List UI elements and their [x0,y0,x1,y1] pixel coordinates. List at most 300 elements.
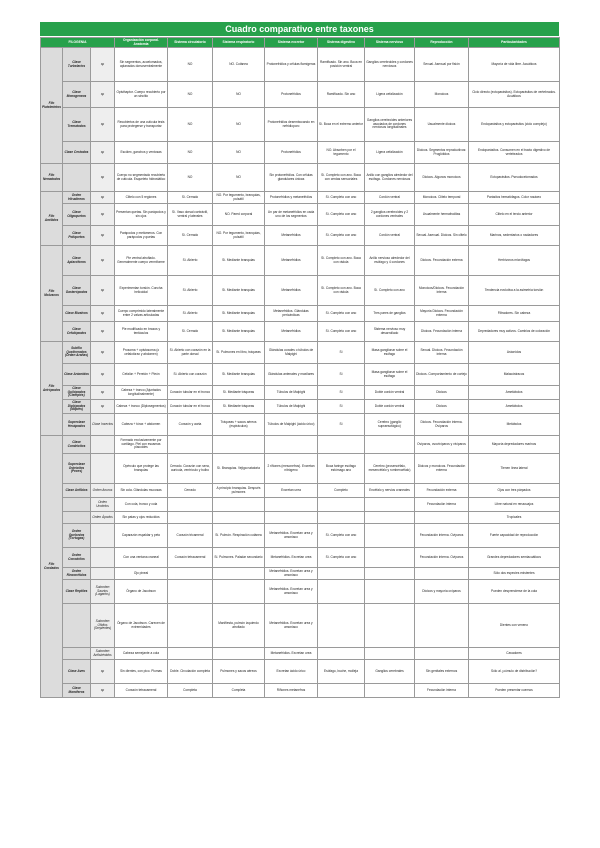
data-cell: Sin patas y ojos reducidos [115,512,168,524]
data-cell: Boca faringe esófago estómago ano [318,454,365,484]
taxon-cell: Clase Oligoquetos [63,204,91,226]
data-cell: NO [168,82,213,108]
header-cell: Reproducción [415,38,469,48]
data-cell [365,436,415,454]
data-cell: Mayoría Dioicos. Fecundación externa [415,306,469,322]
data-cell: Metábolos [469,414,560,436]
data-cell: Cuerpo comprimido lateralmente entre 2 valvas articuladas [115,306,168,322]
data-cell: Corazón tubular en el tronco [168,400,213,414]
data-cell: Sí. Abierto [168,246,213,276]
data-cell [265,436,318,454]
data-cell [213,580,265,604]
data-cell: Doble cordón ventral [365,400,415,414]
data-cell: Sí. Abierto [168,306,213,322]
table-row [41,400,560,414]
data-cell: Glándulas coxales o túbulos de Malpighi [265,342,318,364]
data-cell: Dioicos y monoicos. Fecundación externa [415,454,469,484]
data-cell: Dioicos. Fecundación interna [415,322,469,342]
taxon-cell: Clase Poliquetos [63,226,91,246]
taxon-cell: Clase Anfibios [63,484,91,498]
species-cell: sp [91,48,115,82]
data-cell: Sí. Completo con ano. Boca con rádula [318,276,365,306]
data-cell [365,684,415,698]
data-cell [265,498,318,512]
data-cell: Pueden desprenderse de la cola [469,580,560,604]
taxon-cell: Clase Trematodos [63,108,91,142]
data-cell: Sí. Cerrado [168,226,213,246]
data-cell: Cabeza semejante a cola [115,648,168,660]
taxon-cell: Clase Gasterópodos [63,276,91,306]
header-cell: Sistema excretor [265,38,318,48]
data-cell [365,648,415,660]
data-cell: Ligera cefalización [365,82,415,108]
data-cell: Tráqueas + sacos aéreos (espiráculos) [213,414,265,436]
taxon-cell: Subfilo Quelicerados (Orden Arañas) [63,342,91,364]
table-row [41,204,560,226]
species-cell: Clase Insectos [91,414,115,436]
table-row [41,568,560,580]
data-cell [213,568,265,580]
data-cell: Con una ventana craneal [115,548,168,568]
data-cell: Dientes con veneno [469,604,560,648]
data-cell [318,436,365,454]
data-cell: Formado exclusivamente por cartílago. Piel con escamas placoides [115,436,168,454]
data-cell [318,648,365,660]
table-row [41,454,560,484]
data-cell: Protonefridios desembocando en nefridioporo [265,108,318,142]
data-cell: Pulmones y sacos aéreos [213,660,265,684]
data-cell: Clitelo con 5 regiones [115,192,168,204]
data-cell: Sí. Mediante branquias [213,276,265,306]
data-cell: Dioicos. Fecundación interna. Ovíparos [415,414,469,436]
table-row [41,414,560,436]
species-cell: sp [91,364,115,386]
data-cell: Fecundación interna. Ovíparos [415,548,469,568]
data-cell: Sí. Branquias. Vejiga natatoria [213,454,265,484]
data-cell [365,548,415,568]
data-cell: Metanefridios. Glándulas pericárdicas [265,306,318,322]
data-cell [168,648,213,660]
data-cell: Dioicos [415,386,469,400]
data-cell: NO [168,142,213,164]
data-cell: Fuerte capacidad de reproducción [469,524,560,548]
data-cell [318,498,365,512]
data-cell: Encéfalo y nervios craneales [365,484,415,498]
phylum-cell: Filo Nematodos [41,164,63,192]
data-cell: Sí. Pulmones en libro, tráqueas [213,342,265,364]
header-cell: Particularidades [469,38,560,48]
taxon-cell: Clase Cefalópodos [63,322,91,342]
data-cell: Libre natural en renacuajos [469,498,560,512]
species-cell: sp [91,306,115,322]
data-cell: Dioicos y mayoría ovíparos [415,580,469,604]
data-cell: Dioicos. Segmentos reproductivos: Proglótidos [415,142,469,164]
data-cell: Cerrado [168,484,213,498]
species-cell [91,524,115,548]
data-cell: Sí. Abierto con corazón en la parte dorsal [168,342,213,364]
data-cell: Protonefridios [265,82,318,108]
data-cell: Sí. Completo con ano. Boca con rádula [318,246,365,276]
data-cell: Ametábolos [469,386,560,400]
table-row [41,276,560,306]
data-cell: Ojo pineal [115,568,168,580]
table-row [41,306,560,322]
table-row [41,604,560,648]
data-cell [415,648,469,660]
data-cell: Filtradores. Sin cabeza [469,306,560,322]
data-cell: Cuerpo no segmentado recubierto de cutícula. Esqueleto hidrostático [115,164,168,192]
data-cell: NO. Absorben por el tegumento [318,142,365,164]
data-cell: Escólex, ganchos y ventosas [115,142,168,164]
data-cell: Sí. Completo con ano [318,524,365,548]
data-cell: Corazón tetracameral [168,548,213,568]
data-cell: Fecundación interna. Ovíparos [415,524,469,548]
data-cell: Clitelo en el tercio anterior [469,204,560,226]
data-cell: Dioicos. Comportamiento de cortejo [415,364,469,386]
data-cell: Metanefridios [265,226,318,246]
species-cell [91,436,115,454]
data-cell: Pie ventral atrofiado. Generalmente cuerpo vermiforme [115,246,168,276]
data-cell: Cordón ventral [365,192,415,204]
data-cell: Pueden presentar cuernos [469,684,560,698]
data-cell: Doble cordón ventral [365,386,415,400]
data-cell: Sistema nervioso muy desarrollado [365,322,415,342]
species-cell [91,568,115,580]
data-cell: Sí. Completo con ano [318,192,365,204]
data-cell [318,604,365,648]
data-cell [168,436,213,454]
data-cell: Cabeza + tronco (Ajuntados longitudinalmente) [115,386,168,400]
data-cell: Metanefridios. Excretan urea [265,548,318,568]
taxon-cell: Superclase Hexápodos [63,414,91,436]
data-cell: Metanefridios. Excretan urea [265,648,318,660]
data-cell: Sí. Vaso dorsal contráctil, ventral y laterales [168,204,213,226]
data-cell: Ovíparos, ovovivíparos y vivíparos [415,436,469,454]
data-cell: NO. Por tegumento, branquias, pulsátil [213,192,265,204]
data-cell: Ganglios cerebrales [365,660,415,684]
data-cell: Sí. Mediante branquias [213,364,265,386]
data-cell: Sin segmentos, acoelomados, aplanados dorsoventralmente [115,48,168,82]
table-row [41,484,560,498]
data-cell: 2 riñones (mesonefros). Excretan nitrógeno [265,454,318,484]
header-cell: Sistema respiratorio [213,38,265,48]
data-cell: Protonefridios y metanefridios [265,192,318,204]
data-cell: Sí. Mediante branquias [213,322,265,342]
data-cell: Sí. Completo con ano [318,322,365,342]
header-cell: Sistema nervioso [365,38,415,48]
table-row [41,108,560,142]
data-cell: Sí. Completo con ano [318,226,365,246]
taxon-cell: Clase Arácnidos [63,364,91,386]
data-cell: Sí. Completo con ano [318,204,365,226]
taxon-cell: Clase Reptiles [63,580,91,604]
data-cell: NO [213,164,265,192]
species-cell: Orden Anuros [91,484,115,498]
data-cell: Sí. Completo con ano. Boca con cerdas sensoriales [318,164,365,192]
data-cell: Depredadores muy activos. Cambios de coloración [469,322,560,342]
data-cell: Metanefridios. Excretan urea y amoniaco [265,580,318,604]
data-cell: Sí. Completo con ano [318,548,365,568]
species-cell: sp [91,276,115,306]
data-cell: Tienen línea lateral [469,454,560,484]
data-cell: Un par de metanefridios en cada uno de los segmentos [265,204,318,226]
taxon-cell: Clase Cestodos [63,142,91,164]
table-row [41,142,560,164]
data-cell [168,580,213,604]
data-cell: Metanefridios. Excretan urea y amoniaco [265,604,318,648]
data-cell: Recubiertos de una cutícula tesis para protegerse y transportar [115,108,168,142]
taxon-cell [63,604,91,648]
table-row [41,436,560,454]
table-row [41,648,560,660]
data-cell: Ojos con tres párpados [469,484,560,498]
data-cell: Cavadores [469,648,560,660]
data-cell: Protonefridios [265,142,318,164]
table-row [41,246,560,276]
data-cell: Cabeza + tórax + abdomen [115,414,168,436]
phylum-cell: Filo Cordados [41,436,63,698]
table-row [41,512,560,524]
header-cell: Organización corporal. Anatomía [115,38,168,48]
data-cell: Monoicos. Clitelo temporal [415,192,469,204]
data-cell: Mayoría de vida libre. Acuáticos [469,48,560,82]
data-cell: NO [213,108,265,142]
data-cell: Doble. Circulación completa [168,660,213,684]
table-row [41,322,560,342]
species-cell [91,548,115,568]
data-cell: Túbulos de Malpighi [265,386,318,400]
data-cell: Sí. Boca en el extremo anterior [318,108,365,142]
data-cell: Sin protonefridios. Con células glandulares únicas [265,164,318,192]
data-cell: Tendencia evolutiva a la asimetría torsión [469,276,560,306]
data-cell: Metanefridios [265,276,318,306]
species-cell: sp [91,82,115,108]
data-cell [415,568,469,580]
species-cell: sp [91,684,115,698]
data-cell: A principio branquias. Después pulmones [213,484,265,498]
data-cell: Metanefridios [265,322,318,342]
taxon-cell [63,648,91,660]
data-cell: Usualmente dioicos [415,108,469,142]
table-row [41,524,560,548]
data-cell: Sin cola. Glándulas mucosas [115,484,168,498]
data-cell: Prosoma + opistosoma (o cefalotórax y abdomen) [115,342,168,364]
data-cell: Sólo al ¿cúmulo de distribución? [469,660,560,684]
page-title: Cuadro comparativo entre taxones [40,22,559,36]
taxon-cell: Orden Rincocéfalos [63,568,91,580]
data-cell: Sexual. Asexual por fisión [415,48,469,82]
data-cell: Sí. Pulmón. Respiración cutánea [213,524,265,548]
comparison-table [40,37,560,698]
species-cell: Orden Ápodos [91,512,115,524]
data-cell [365,568,415,580]
data-cell: Ramificado. Sin ano. Boca en posición ventral [318,48,365,82]
data-cell: Túbulos de Malpighi [265,400,318,414]
data-cell: Sí [318,342,365,364]
data-cell: Sí. Cerrado [168,192,213,204]
data-cell: Sí. Completo con ano [318,306,365,322]
data-cell: Ligera cefalización [365,142,415,164]
data-cell [415,512,469,524]
data-cell: Excretan urea [265,484,318,498]
data-cell: Cerebro (prosencéfalo, mesencéfalo y rombencéfalo) [365,454,415,484]
data-cell: Sí. Completo con ano [365,276,415,306]
taxon-cell: Clase Turbelarios [63,48,91,82]
data-cell [168,498,213,512]
taxon-cell: Orden Hirudíneos [63,192,91,204]
data-cell: Sí. Mediante tráqueas [213,386,265,400]
data-cell [168,512,213,524]
table-body [41,48,560,698]
data-cell: NO [213,82,265,108]
taxon-cell: Orden Cocodrilos [63,548,91,568]
taxon-cell [63,512,91,524]
data-cell: Dioicos. Algunos monoicos [415,164,469,192]
data-cell: Anillo con ganglios alrededor del esófago. Cordones nerviosos [365,164,415,192]
data-cell [168,568,213,580]
data-cell: Sí [318,364,365,386]
header-cell: FILOGENIA [41,38,115,48]
table-row [41,548,560,568]
data-cell [318,580,365,604]
species-cell [91,454,115,484]
data-cell: Opisthaptor. Cuerpo recubierto por un sincitio [115,82,168,108]
data-cell: Sí. Abierto [168,276,213,306]
data-cell: Tropicales [469,512,560,524]
taxon-cell: Clase Diplópodos (Milpiés) [63,400,91,414]
data-cell [168,604,213,648]
table-row [41,342,560,364]
data-cell [318,568,365,580]
data-cell: NO. Cutánea [213,48,265,82]
species-cell: sp [91,164,115,192]
table-row [41,386,560,400]
data-cell: Protonefridios y células flamígeras [265,48,318,82]
data-cell: Riñones metanefros [265,684,318,698]
data-cell [365,498,415,512]
taxon-cell: Clase Monogeneos [63,82,91,108]
taxon-cell: Clase Mamíferos [63,684,91,698]
data-cell: Endoparásitos. Consumen en el tracto digestivo de vertebrados [469,142,560,164]
data-cell: Opérculo que protege las branquias [115,454,168,484]
data-cell: Sí [318,386,365,400]
data-cell: Ganglios cerebroides anteriores asociados de cordones nerviosos longitudinales [365,108,415,142]
data-cell: Tres pares de ganglios [365,306,415,322]
data-cell: Completa [213,684,265,698]
data-cell: Con cola, tronco y cola [115,498,168,512]
data-cell: Grandes depredadores semiacuáticos [469,548,560,568]
data-cell: Endoparásitos y ectoparásitos (ciclo complejo) [469,108,560,142]
data-cell: NO. Pared corporal [213,204,265,226]
data-cell: NO [168,164,213,192]
species-cell: Suborden Saurios (Lagartos) [91,580,115,604]
data-cell: Dioicos. Fecundación externa [415,246,469,276]
data-cell: Sí. Mediante branquias [213,306,265,322]
data-cell: Metanefridios. Excretan urea y amoniaco [265,568,318,580]
table-row [41,580,560,604]
table-row [41,48,560,82]
data-cell: Sin genitales externos [415,660,469,684]
data-cell [213,648,265,660]
data-cell: Malacóstracos [469,364,560,386]
data-cell: Monoicos/Dioicos. Fecundación interna [415,276,469,306]
species-cell: sp [91,660,115,684]
data-cell: Arácnidos [469,342,560,364]
species-cell: sp [91,400,115,414]
data-cell: Órgano de Jacobson [115,580,168,604]
taxon-cell: Superclase Osteíctios (Peces) [63,454,91,484]
phylum-cell: Filo Platelmintos [41,48,63,164]
data-cell [265,512,318,524]
data-cell: Fecundación externa [415,484,469,498]
data-cell: Sí [318,400,365,414]
data-cell: Sexual. Dioicos. Fecundación interna [415,342,469,364]
data-cell: Manifiesta, pulmón izquierdo atrofiado [213,604,265,648]
data-cell: Usualmente hermafroditas [415,204,469,226]
data-cell: Sí. Mediante branquias [213,246,265,276]
species-cell: sp [91,108,115,142]
species-cell: sp [91,192,115,204]
table-row [41,164,560,192]
data-cell: Masa ganglionar sobre el esófago [365,364,415,386]
data-cell: Ectoparásitos. Pseudocelomados [469,164,560,192]
table-row [41,364,560,386]
table-row [41,684,560,698]
data-cell: 2 ganglios cerebroides y 2 cordones ventrales [365,204,415,226]
data-cell: NO. Por tegumento, branquias, pulsátil [213,226,265,246]
species-cell: sp [91,246,115,276]
data-cell: Túbulos de Malpighi (ácido úrico) [265,414,318,436]
phylum-cell: Filo Anélidos [41,192,63,246]
data-cell: Sí [318,414,365,436]
taxon-cell: Orden Quelonios (Tortugas) [63,524,91,548]
species-cell: sp [91,142,115,164]
table-row [41,498,560,512]
data-cell: Sólo dos especies existentes [469,568,560,580]
taxon-cell [63,498,91,512]
data-cell: Órgano de Jacobson. Carecen de extremidades [115,604,168,648]
data-cell [365,604,415,648]
data-cell: Experimentan torsión. Concha helicoidal [115,276,168,306]
data-cell: Pie modificado en brazos y tentáculos [115,322,168,342]
data-cell [318,684,365,698]
species-cell: sp [91,322,115,342]
data-cell: Cefalón + Pereión + Pleón [115,364,168,386]
data-cell: Presentan quetas. Sin parápodos y sin ojos [115,204,168,226]
data-cell: NO [168,48,213,82]
table-row [41,660,560,684]
data-cell: NO [168,108,213,142]
data-cell: Sí. Cerrado [168,322,213,342]
data-cell: Fecundación interna [415,498,469,512]
header-cell: Sistema circulatorio [168,38,213,48]
data-cell: Cerrado. Corazón con seno, aurícula, ventrículo y bulbo [168,454,213,484]
data-cell [415,604,469,648]
data-cell: Dioicos [415,400,469,414]
data-cell [365,524,415,548]
data-cell: Caparazón espaldar y peto [115,524,168,548]
taxon-cell: Clase Bivalvos [63,306,91,322]
data-cell: Corazón tetracameral [115,684,168,698]
taxon-cell: Clase Condrictios [63,436,91,454]
data-cell: Sexual. Asexual. Dioicos. Sin clitelo [415,226,469,246]
data-cell [213,512,265,524]
taxon-cell: Clase Quilópodos (Ciempiés) [63,386,91,400]
data-cell: Completa [168,684,213,698]
data-cell: Glándulas antenales y maxilares [265,364,318,386]
data-cell: Herbívoros micrófagos [469,246,560,276]
taxon-cell: Clase Aves [63,660,91,684]
